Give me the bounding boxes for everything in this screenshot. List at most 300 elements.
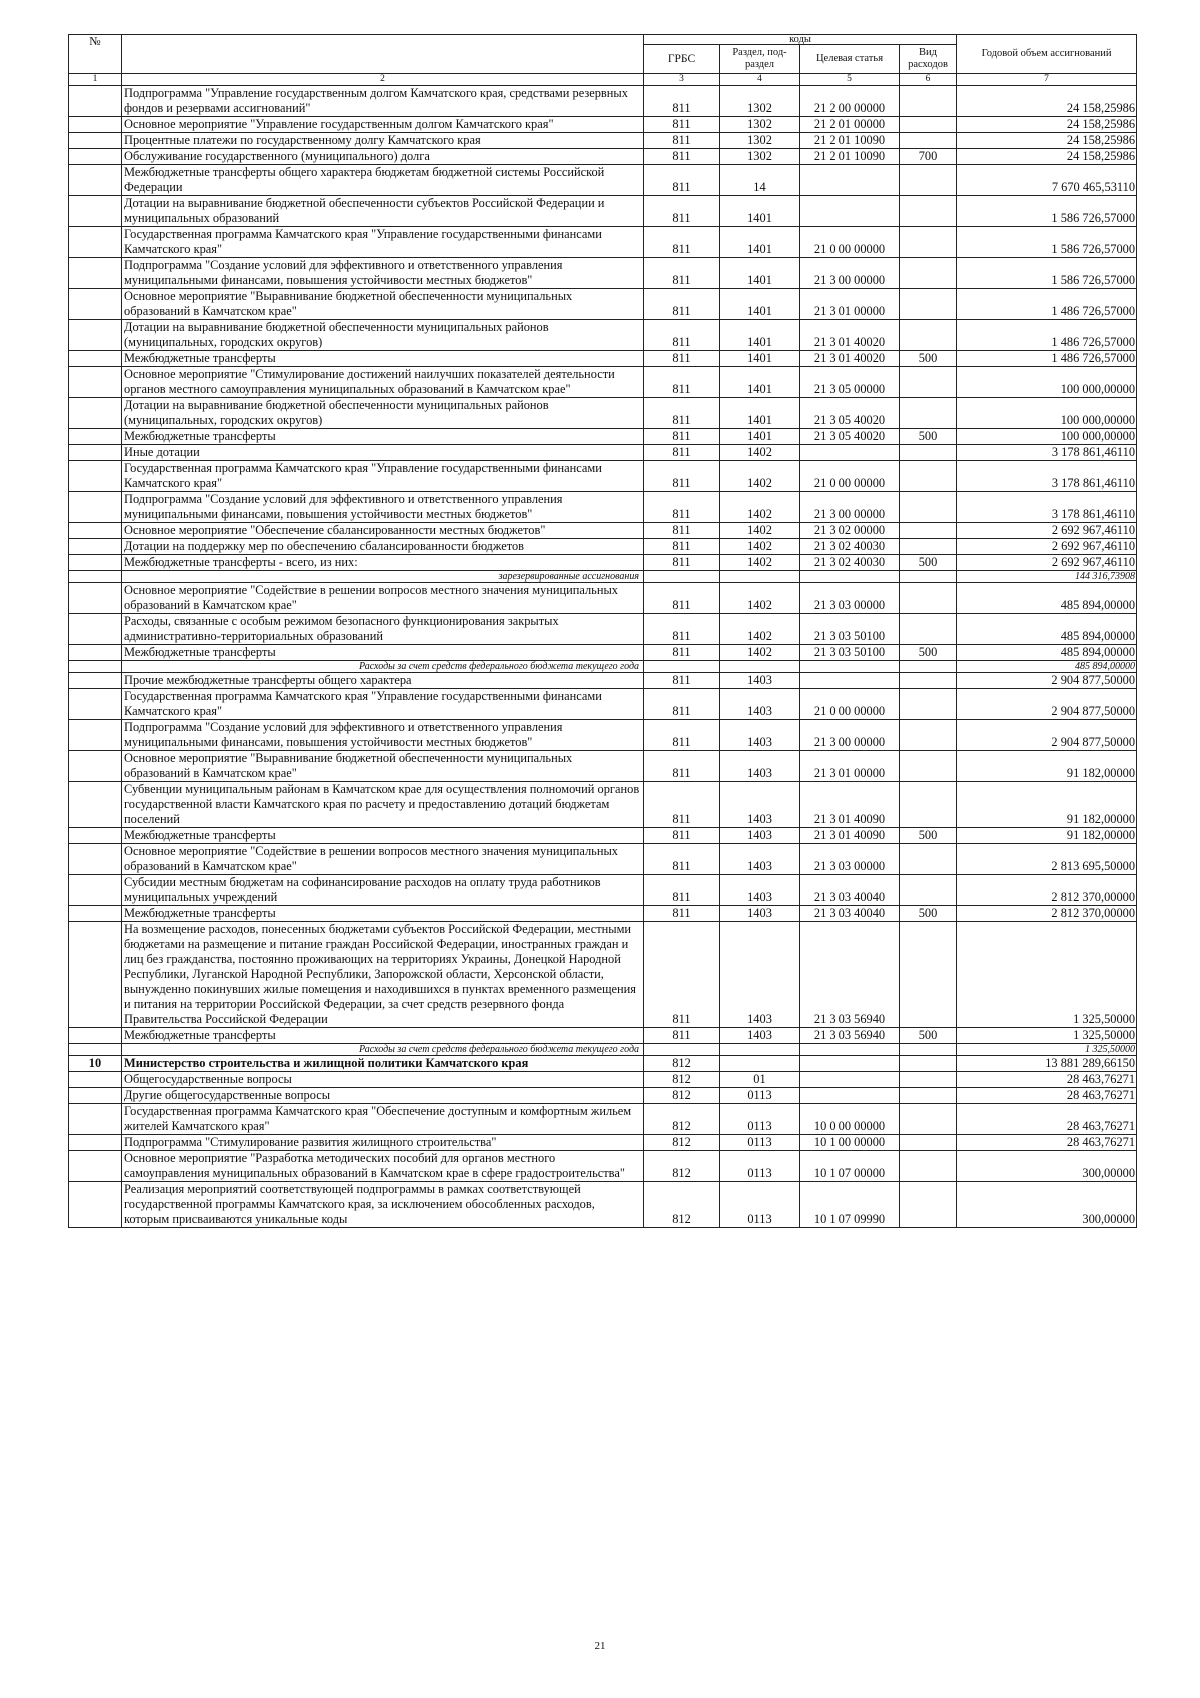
row-annual-volume: 1 586 726,57000 <box>957 196 1137 227</box>
table-row <box>69 571 1137 583</box>
row-target-article <box>800 673 900 689</box>
row-target-article: 21 0 00 00000 <box>800 227 900 258</box>
row-expense-type <box>900 689 957 720</box>
row-name: Государственная программа Камчатского края "Обеспечение доступным и комфортным жильем жителей Камчатского края" <box>122 1104 644 1135</box>
table-row <box>69 1072 1137 1088</box>
row-expense-type <box>900 1044 957 1056</box>
row-annual-volume: 13 881 289,66150 <box>957 1056 1137 1072</box>
row-grbs-code: 811 <box>644 673 720 689</box>
row-name: Межбюджетные трансферты <box>122 1028 644 1044</box>
row-number <box>69 165 122 196</box>
header-volume: Годовой объем ассигнований <box>957 35 1137 74</box>
row-annual-volume: 2 813 695,50000 <box>957 844 1137 875</box>
row-number <box>69 320 122 351</box>
table-row <box>69 196 1137 227</box>
row-annual-volume: 2 904 877,50000 <box>957 720 1137 751</box>
row-grbs-code: 811 <box>644 227 720 258</box>
row-expense-type <box>900 523 957 539</box>
row-grbs-code: 811 <box>644 906 720 922</box>
row-name: На возмещение расходов, понесенных бюджетами субъектов Российской Федерации, местными бюджетами на размещение и питание граждан Российской Федерации, иностранных граждан и лиц без гражданства, постоянно проживающих на территориях Украины, Донецкой Народной Республики, Луганской Народной Республики, Запорожской области, Херсонской области, вынужденно покинувших жилые помещения и находившихся в пунктах временного размещения и питания на территории Российской Федерации, за счет средств резервного фонда Правительства Российской Федерации <box>122 922 644 1028</box>
row-razdel-code: 1402 <box>720 492 800 523</box>
header-codes: коды <box>644 35 957 45</box>
row-razdel-code <box>720 571 800 583</box>
row-expense-type <box>900 227 957 258</box>
row-annual-volume: 24 158,25986 <box>957 117 1137 133</box>
row-name: Государственная программа Камчатского края "Управление государственными финансами Камчатского края" <box>122 227 644 258</box>
row-grbs-code: 811 <box>644 523 720 539</box>
row-target-article <box>800 1072 900 1088</box>
row-razdel-code: 1403 <box>720 1028 800 1044</box>
row-annual-volume: 485 894,00000 <box>957 614 1137 645</box>
row-expense-type <box>900 86 957 117</box>
row-expense-type <box>900 117 957 133</box>
table-row <box>69 149 1137 165</box>
row-target-article: 21 3 03 40040 <box>800 906 900 922</box>
row-expense-type <box>900 539 957 555</box>
row-razdel-code: 1401 <box>720 367 800 398</box>
row-annual-volume: 485 894,00000 <box>957 645 1137 661</box>
row-number <box>69 398 122 429</box>
row-grbs-code: 811 <box>644 429 720 445</box>
col-number: 6 <box>900 74 957 86</box>
row-expense-type <box>900 673 957 689</box>
row-expense-type: 500 <box>900 429 957 445</box>
row-expense-type <box>900 258 957 289</box>
row-name: Подпрограмма "Стимулирование развития жилищного строительства" <box>122 1135 644 1151</box>
row-grbs-code <box>644 571 720 583</box>
row-target-article: 21 2 01 10090 <box>800 133 900 149</box>
header-name-blank <box>122 35 644 74</box>
row-expense-type <box>900 583 957 614</box>
budget-allocation-table <box>68 34 1137 1228</box>
row-expense-type <box>900 133 957 149</box>
row-grbs-code: 811 <box>644 720 720 751</box>
row-number <box>69 906 122 922</box>
row-annual-volume: 2 904 877,50000 <box>957 673 1137 689</box>
table-row <box>69 645 1137 661</box>
row-target-article: 10 1 07 09990 <box>800 1182 900 1228</box>
row-target-article: 21 3 03 00000 <box>800 844 900 875</box>
header-razdel: Раздел, под-раздел <box>720 45 800 74</box>
row-annual-volume: 91 182,00000 <box>957 828 1137 844</box>
row-grbs-code: 812 <box>644 1088 720 1104</box>
row-number <box>69 289 122 320</box>
row-expense-type: 500 <box>900 645 957 661</box>
row-name: Дотации на выравнивание бюджетной обеспеченности муниципальных районов (муниципальных, городских округов) <box>122 320 644 351</box>
row-name: Межбюджетные трансферты <box>122 906 644 922</box>
table-row <box>69 523 1137 539</box>
row-name: Основное мероприятие "Разработка методических пособий для органов местного самоуправления муниципальных образований в Камчатском крае в сфере градостроительства" <box>122 1151 644 1182</box>
row-grbs-code: 811 <box>644 461 720 492</box>
row-name: Основное мероприятие "Обеспечение сбалансированности местных бюджетов" <box>122 523 644 539</box>
table-row <box>69 1028 1137 1044</box>
row-grbs-code: 811 <box>644 689 720 720</box>
row-target-article: 21 3 01 00000 <box>800 751 900 782</box>
row-number <box>69 227 122 258</box>
row-number <box>69 523 122 539</box>
row-number <box>69 782 122 828</box>
row-number <box>69 149 122 165</box>
header-celevaya: Целевая статья <box>800 45 900 74</box>
row-number <box>69 86 122 117</box>
row-expense-type <box>900 720 957 751</box>
row-grbs-code: 811 <box>644 117 720 133</box>
row-name: Реализация мероприятий соответствующей подпрограммы в рамках соответствующей государственной программы Камчатского края, за исключением обособленных расходов, которым присваиваются уникальные коды <box>122 1182 644 1228</box>
row-name: Расходы, связанные с особым режимом безопасного функционирования закрытых административно-территориальных образований <box>122 614 644 645</box>
row-expense-type <box>900 614 957 645</box>
row-number <box>69 689 122 720</box>
row-expense-type <box>900 1135 957 1151</box>
row-razdel-code: 1403 <box>720 673 800 689</box>
row-name: Межбюджетные трансферты <box>122 351 644 367</box>
table-row <box>69 398 1137 429</box>
row-number <box>69 844 122 875</box>
row-expense-type <box>900 1151 957 1182</box>
row-target-article <box>800 196 900 227</box>
row-expense-type <box>900 661 957 673</box>
row-annual-volume: 2 692 967,46110 <box>957 523 1137 539</box>
row-name: Дотации на поддержку мер по обеспечению сбалансированности бюджетов <box>122 539 644 555</box>
row-razdel-code: 1401 <box>720 429 800 445</box>
row-grbs-code: 811 <box>644 583 720 614</box>
row-target-article <box>800 1044 900 1056</box>
row-name: Субсидии местным бюджетам на софинансирование расходов на оплату труда работников муниципальных учреждений <box>122 875 644 906</box>
row-razdel-code: 1302 <box>720 117 800 133</box>
table-row <box>69 661 1137 673</box>
row-annual-volume: 2 812 370,00000 <box>957 906 1137 922</box>
col-number: 4 <box>720 74 800 86</box>
row-razdel-code: 14 <box>720 165 800 196</box>
table-row <box>69 133 1137 149</box>
row-razdel-code: 1402 <box>720 523 800 539</box>
row-razdel-code: 1402 <box>720 645 800 661</box>
row-grbs-code: 811 <box>644 351 720 367</box>
row-target-article: 21 3 05 40020 <box>800 398 900 429</box>
row-annual-volume: 7 670 465,53110 <box>957 165 1137 196</box>
row-annual-volume: 1 325,50000 <box>957 922 1137 1028</box>
row-grbs-code: 812 <box>644 1182 720 1228</box>
row-annual-volume: 24 158,25986 <box>957 86 1137 117</box>
table-row <box>69 539 1137 555</box>
row-razdel-code: 1401 <box>720 320 800 351</box>
row-number <box>69 429 122 445</box>
row-expense-type <box>900 751 957 782</box>
row-expense-type <box>900 1104 957 1135</box>
row-expense-type <box>900 445 957 461</box>
row-target-article <box>800 165 900 196</box>
header-vid: Вид расходов <box>900 45 957 74</box>
table-row <box>69 673 1137 689</box>
row-grbs-code: 811 <box>644 645 720 661</box>
row-name: Прочие межбюджетные трансферты общего характера <box>122 673 644 689</box>
row-expense-type <box>900 1088 957 1104</box>
row-expense-type <box>900 571 957 583</box>
table-row <box>69 1151 1137 1182</box>
row-razdel-code: 1403 <box>720 751 800 782</box>
row-razdel-code: 1403 <box>720 906 800 922</box>
table-row <box>69 86 1137 117</box>
row-number <box>69 539 122 555</box>
row-target-article: 21 3 00 00000 <box>800 492 900 523</box>
row-name: Межбюджетные трансферты <box>122 429 644 445</box>
row-grbs-code: 811 <box>644 751 720 782</box>
row-number <box>69 1072 122 1088</box>
row-razdel-code: 1403 <box>720 720 800 751</box>
row-name: Подпрограмма "Создание условий для эффективного и ответственного управления муниципальными финансами, повышения устойчивости местных бюджетов" <box>122 720 644 751</box>
row-annual-volume: 2 904 877,50000 <box>957 689 1137 720</box>
row-grbs-code: 811 <box>644 196 720 227</box>
row-annual-volume: 144 316,73908 <box>957 571 1137 583</box>
table-row <box>69 429 1137 445</box>
row-grbs-code: 812 <box>644 1151 720 1182</box>
row-number <box>69 751 122 782</box>
row-annual-volume: 28 463,76271 <box>957 1088 1137 1104</box>
table-row <box>69 320 1137 351</box>
row-name: Расходы за счет средств федерального бюджета текущего года <box>122 661 644 673</box>
table-row <box>69 165 1137 196</box>
row-razdel-code: 0113 <box>720 1135 800 1151</box>
col-number: 7 <box>957 74 1137 86</box>
table-row <box>69 289 1137 320</box>
row-number <box>69 196 122 227</box>
row-annual-volume: 100 000,00000 <box>957 429 1137 445</box>
table-row <box>69 1056 1137 1072</box>
row-target-article <box>800 445 900 461</box>
row-razdel-code: 0113 <box>720 1182 800 1228</box>
row-number <box>69 614 122 645</box>
row-expense-type: 500 <box>900 906 957 922</box>
row-target-article: 21 3 03 50100 <box>800 614 900 645</box>
row-name: Подпрограмма "Создание условий для эффективного и ответственного управления муниципальными финансами, повышения устойчивости местных бюджетов" <box>122 258 644 289</box>
row-annual-volume: 3 178 861,46110 <box>957 445 1137 461</box>
row-grbs-code: 812 <box>644 1056 720 1072</box>
row-name: Основное мероприятие "Стимулирование достижений наилучших показателей деятельности органов местного самоуправления муниципальных образований в Камчатском крае" <box>122 367 644 398</box>
row-name: Подпрограмма "Управление государственным долгом Камчатского края, средствами резервных фондов и резервами ассигнований" <box>122 86 644 117</box>
col-number: 3 <box>644 74 720 86</box>
row-name: Основное мероприятие "Содействие в решении вопросов местного значения муниципальных образований в Камчатском крае" <box>122 844 644 875</box>
row-annual-volume: 1 486 726,57000 <box>957 289 1137 320</box>
row-number <box>69 1182 122 1228</box>
row-razdel-code: 1401 <box>720 258 800 289</box>
row-target-article: 10 1 00 00000 <box>800 1135 900 1151</box>
row-grbs-code <box>644 1044 720 1056</box>
row-grbs-code: 811 <box>644 844 720 875</box>
row-grbs-code: 812 <box>644 1135 720 1151</box>
row-number <box>69 571 122 583</box>
row-number <box>69 461 122 492</box>
row-name: Государственная программа Камчатского края "Управление государственными финансами Камчатского края" <box>122 689 644 720</box>
row-expense-type <box>900 461 957 492</box>
row-grbs-code: 811 <box>644 320 720 351</box>
row-annual-volume: 485 894,00000 <box>957 661 1137 673</box>
row-razdel-code: 01 <box>720 1072 800 1088</box>
row-target-article: 21 3 00 00000 <box>800 258 900 289</box>
row-razdel-code: 1403 <box>720 875 800 906</box>
row-name: зарезервированные ассигнования <box>122 571 644 583</box>
row-razdel-code <box>720 1044 800 1056</box>
row-grbs-code: 812 <box>644 1072 720 1088</box>
row-annual-volume: 1 586 726,57000 <box>957 227 1137 258</box>
table-row <box>69 1135 1137 1151</box>
row-razdel-code: 1402 <box>720 539 800 555</box>
row-annual-volume: 300,00000 <box>957 1182 1137 1228</box>
row-grbs-code: 811 <box>644 492 720 523</box>
row-expense-type <box>900 844 957 875</box>
row-annual-volume: 24 158,25986 <box>957 133 1137 149</box>
row-target-article: 21 0 00 00000 <box>800 461 900 492</box>
row-target-article <box>800 1088 900 1104</box>
table-row <box>69 844 1137 875</box>
row-expense-type <box>900 196 957 227</box>
row-razdel-code: 1401 <box>720 196 800 227</box>
table-row <box>69 351 1137 367</box>
row-grbs-code: 811 <box>644 782 720 828</box>
row-grbs-code: 811 <box>644 289 720 320</box>
row-target-article: 21 3 01 40090 <box>800 828 900 844</box>
row-expense-type <box>900 492 957 523</box>
row-name: Расходы за счет средств федерального бюджета текущего года <box>122 1044 644 1056</box>
table-row <box>69 875 1137 906</box>
table-row <box>69 227 1137 258</box>
row-expense-type <box>900 320 957 351</box>
row-grbs-code: 811 <box>644 367 720 398</box>
row-grbs-code: 811 <box>644 398 720 429</box>
row-razdel-code <box>720 661 800 673</box>
row-grbs-code: 811 <box>644 539 720 555</box>
row-name: Основное мероприятие "Управление государственным долгом Камчатского края" <box>122 117 644 133</box>
row-annual-volume: 300,00000 <box>957 1151 1137 1182</box>
table-row <box>69 492 1137 523</box>
row-expense-type <box>900 922 957 1028</box>
row-expense-type: 500 <box>900 828 957 844</box>
row-target-article: 21 3 03 50100 <box>800 645 900 661</box>
row-target-article: 21 2 01 10090 <box>800 149 900 165</box>
row-expense-type: 500 <box>900 1028 957 1044</box>
row-expense-type <box>900 875 957 906</box>
row-razdel-code: 1402 <box>720 461 800 492</box>
row-number <box>69 1088 122 1104</box>
col-number: 5 <box>800 74 900 86</box>
row-grbs-code: 811 <box>644 165 720 196</box>
row-razdel-code: 1402 <box>720 445 800 461</box>
row-number <box>69 1135 122 1151</box>
row-target-article <box>800 661 900 673</box>
row-razdel-code: 1302 <box>720 149 800 165</box>
row-razdel-code: 1403 <box>720 828 800 844</box>
row-number <box>69 661 122 673</box>
row-target-article: 21 3 03 00000 <box>800 583 900 614</box>
row-number <box>69 1044 122 1056</box>
row-target-article: 21 2 01 00000 <box>800 117 900 133</box>
table-row <box>69 782 1137 828</box>
row-grbs-code: 811 <box>644 922 720 1028</box>
row-target-article: 21 3 01 40020 <box>800 351 900 367</box>
row-number <box>69 922 122 1028</box>
row-annual-volume: 1 486 726,57000 <box>957 320 1137 351</box>
row-annual-volume: 100 000,00000 <box>957 398 1137 429</box>
page-number: 21 <box>594 1640 606 1652</box>
row-number <box>69 1151 122 1182</box>
row-grbs-code: 811 <box>644 555 720 571</box>
row-number <box>69 258 122 289</box>
row-target-article: 21 3 05 40020 <box>800 429 900 445</box>
row-expense-type <box>900 782 957 828</box>
row-name: Основное мероприятие "Выравнивание бюджетной обеспеченности муниципальных образований в Камчатском крае" <box>122 289 644 320</box>
col-number: 1 <box>69 74 122 86</box>
row-annual-volume: 3 178 861,46110 <box>957 492 1137 523</box>
row-razdel-code: 1402 <box>720 614 800 645</box>
row-grbs-code: 811 <box>644 133 720 149</box>
row-razdel-code: 1403 <box>720 782 800 828</box>
table-row <box>69 1088 1137 1104</box>
row-razdel-code: 1302 <box>720 133 800 149</box>
row-number <box>69 720 122 751</box>
table-row <box>69 1104 1137 1135</box>
row-name: Межбюджетные трансферты <box>122 645 644 661</box>
row-expense-type <box>900 165 957 196</box>
row-number <box>69 1104 122 1135</box>
table-row <box>69 922 1137 1028</box>
row-annual-volume: 28 463,76271 <box>957 1072 1137 1088</box>
table-row <box>69 555 1137 571</box>
header-grbs: ГРБС <box>644 45 720 74</box>
row-razdel-code: 0113 <box>720 1104 800 1135</box>
row-name: Подпрограмма "Создание условий для эффективного и ответственного управления муниципальными финансами, повышения устойчивости местных бюджетов" <box>122 492 644 523</box>
row-number: 10 <box>69 1056 122 1072</box>
row-target-article: 10 0 00 00000 <box>800 1104 900 1135</box>
row-annual-volume: 100 000,00000 <box>957 367 1137 398</box>
row-grbs-code: 811 <box>644 875 720 906</box>
row-number <box>69 445 122 461</box>
table-row <box>69 720 1137 751</box>
row-annual-volume: 485 894,00000 <box>957 583 1137 614</box>
row-target-article <box>800 571 900 583</box>
table-row <box>69 367 1137 398</box>
row-target-article: 21 3 05 00000 <box>800 367 900 398</box>
row-grbs-code: 811 <box>644 258 720 289</box>
row-target-article: 21 3 02 00000 <box>800 523 900 539</box>
row-annual-volume: 3 178 861,46110 <box>957 461 1137 492</box>
row-number <box>69 875 122 906</box>
row-annual-volume: 28 463,76271 <box>957 1104 1137 1135</box>
row-number <box>69 1028 122 1044</box>
row-name: Межбюджетные трансферты общего характера бюджетам бюджетной системы Российской Федерации <box>122 165 644 196</box>
row-name: Межбюджетные трансферты <box>122 828 644 844</box>
row-target-article: 21 2 00 00000 <box>800 86 900 117</box>
row-name: Дотации на выравнивание бюджетной обеспеченности субъектов Российской Федерации и муниципальных образований <box>122 196 644 227</box>
table-row <box>69 258 1137 289</box>
row-expense-type <box>900 1056 957 1072</box>
row-name: Процентные платежи по государственному долгу Камчатского края <box>122 133 644 149</box>
row-number <box>69 133 122 149</box>
row-target-article: 21 3 01 40020 <box>800 320 900 351</box>
row-name: Дотации на выравнивание бюджетной обеспеченности муниципальных районов (муниципальных, городских округов) <box>122 398 644 429</box>
row-annual-volume: 24 158,25986 <box>957 149 1137 165</box>
table-row <box>69 906 1137 922</box>
row-grbs-code: 811 <box>644 1028 720 1044</box>
row-annual-volume: 1 325,50000 <box>957 1044 1137 1056</box>
row-target-article: 21 0 00 00000 <box>800 689 900 720</box>
budget-table-sheet <box>68 34 1136 1228</box>
row-target-article: 21 3 01 40090 <box>800 782 900 828</box>
row-number <box>69 351 122 367</box>
table-row <box>69 461 1137 492</box>
row-target-article <box>800 1056 900 1072</box>
row-number <box>69 367 122 398</box>
table-row <box>69 828 1137 844</box>
row-grbs-code: 812 <box>644 1104 720 1135</box>
row-name: Субвенции муниципальным районам в Камчатском крае для осуществления полномочий органов государственной власти Камчатского края по расчету и предоставлению дотаций бюджетам поселений <box>122 782 644 828</box>
